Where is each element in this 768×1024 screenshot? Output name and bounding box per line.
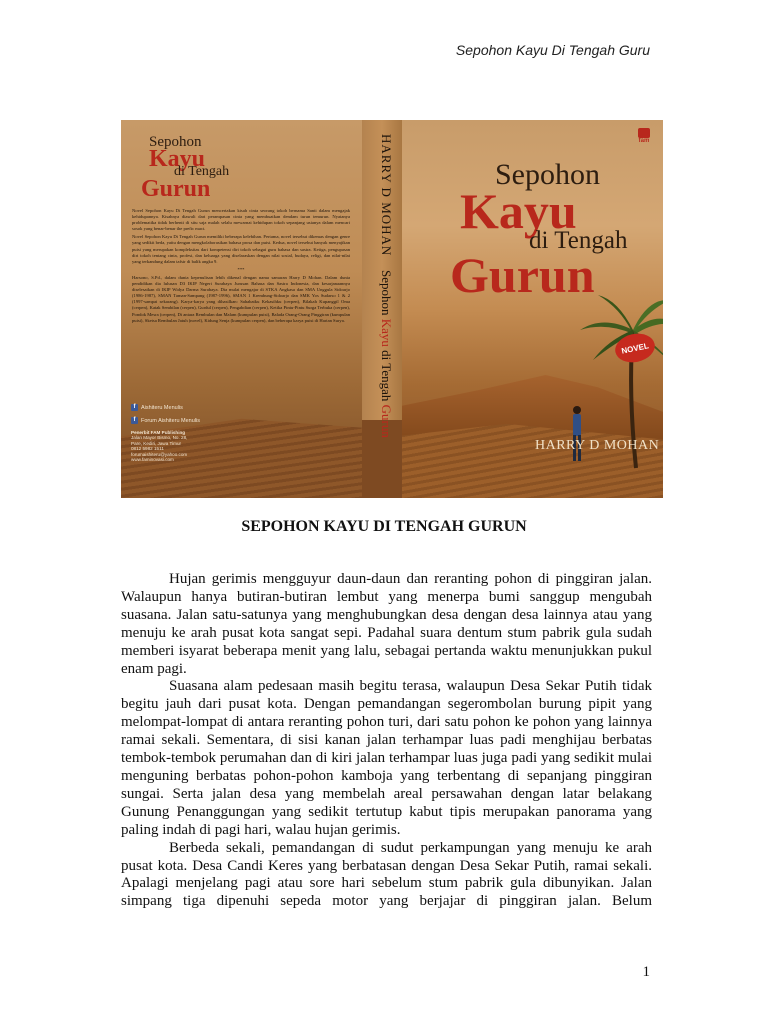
publisher-info [131, 430, 187, 462]
back-cover-title-line-2: Kayu [149, 146, 206, 172]
person-figure-icon [570, 405, 584, 465]
page-number: 1 [642, 964, 650, 980]
novel-badge: NOVEL [613, 330, 658, 366]
body-paragraph: Suasana alam pedesaan masih begitu terasa, walaupun Desa Sekar Putih tidak begitu jauh dari pusat kota. Dengan pemandangan segerombolan burung pipit yang melompat-lompat di antara reranting pohon turi, dari satu pohon ke pohon yang lainnya ramai sekali. Sementara, di sisi kanan jalan terhampar luas padi menghijau berbatas tembok-tembok perumahan dan di kiri jalan terhampar luas juga padi yang sedikit mulai menguning berbatas pohon-pohon kamboja yang terbentang di sepanjang pinggiran sungai. Serta jalan desa yang membelah areal persawahan dengan latar belakang Gunung Penanggungan yang sedikit tertutup kabut tipis merupakan panorama yang paling indah di pagi hari, walau hujan gerimis. [121, 678, 652, 838]
publisher-email: forumaishiteru@yahoo.com [131, 451, 188, 457]
spine-title-gurun: Gurun [379, 404, 394, 438]
front-cover-title-line-3: di Tengah [529, 227, 628, 254]
spine-title-part: Sepohon [379, 270, 394, 319]
publisher-logo-icon [638, 128, 650, 138]
synopsis-paragraph: Novel Sepohon Kayu Di Tengah Gurun memiliki beberapa kelebihan. Pertama, novel tersebut dikemas dengan genre yang sedikit beda, yaitu dengan mengkolaborasikan bahasa prosa dan puisi. Kedua, novel tersebut banyak menyajikan puisi yang merupakan kompleksitas dari kompetensi diri tokoh sebagai guru bahasa dan sastra. Ketiga, pengupasan diri tokoh tentang cinta, profesi, dan keluarga yang diselaraskan dengan nilai sosial, budaya, religi, dan nilai-nilai yang terkandung dalam tafsir di balik angka 9. [132, 234, 350, 264]
publisher-name: Penerbit FAM Publishing [131, 430, 186, 435]
publisher-website: www.faminovasi.com [131, 457, 174, 463]
back-cover-synopsis [132, 208, 350, 326]
book-cover-image [121, 120, 663, 498]
spine-title [370, 270, 394, 445]
publisher-logo-text: fam [638, 138, 650, 144]
front-cover [402, 120, 663, 498]
book-spine [362, 120, 402, 498]
publisher-logo [635, 128, 653, 150]
back-cover-title-line-4: Gurun [141, 176, 211, 202]
back-cover [121, 120, 362, 498]
document-title: SEPOHON KAYU DI TENGAH GURUN [241, 518, 527, 535]
publisher-line: Jalan Mayor Bismo, No. 28, [131, 435, 188, 441]
front-cover-title-line-1: Sepohon [495, 158, 600, 191]
document-body [121, 571, 652, 911]
facebook-icon: f [131, 417, 138, 424]
back-cover-social-links [131, 404, 200, 430]
back-cover-title-line-3: di Tengah [174, 164, 230, 179]
social-link [131, 404, 200, 411]
synopsis-paragraph: Novel Sepohon Kayu Di Tengah Gurun mencertakan kisah cinta seorang tokoh bernama Santi dalam mengajak kehidupannya. Kisahnya diawali dari perampasan cinta yang membuatkan dendam turun temurun. Nyatanya problematika tidak berhenti di situ saja malah selalu mewarnai kehidupan tokoh sepanjang usianya dalam mencari sosok yang benar-benar the prefic mact. [132, 208, 350, 232]
social-link [131, 417, 200, 424]
author-bio-paragraph: Harsono, S.Pd., dalam dunia kepenulisan lebih dikenal dengan nama samaran Harry D Mohan. Dalam dunia pendidikan dia lulusan D3 IKIP Negeri Surabaya Jurusan Bahasa dan Sastra Indonesia, dan kesarjanaannya diselesaikan di IKIP Widya Darma Surabaya. Dia mulai mengajar di STKA Angkasa dan SMA Unggula Sidoarjo (1986-1987), SMAN Taman-Sampang (1987-1996), SMAN 1 Krembung-Sidoarjo dan SMK Yos Sudarso 1 & 2 (1997-sampai sekarang). Karya-karya yang dihasilkan: Sahabatku Kekasihku (cerpen), Bilakah Kupanggil Oma (cerpen), Katak Sembilan (cerpen), Gurdul (cerpen), Pengabdian (cerpen), Ketika Pintu-Pintu Surga Terbuka (cerpen), Pondok Mesra (cerpen), Di antara Rembulan dan Malam (kumpulan puisi), Balada Orang-Orang Pinggiran (kumpulan puisi), Sketsa Rembulan Jatuh (novel), Kidung Senja (kumpulan cerpen), dan beberapa karya puisi di Harian Surya. [132, 274, 350, 323]
publisher-line: Pare, Kediri, Jawa Timur [131, 440, 182, 446]
social-link-label: Forum Aishiteru Menulis [141, 417, 200, 424]
spine-title-part: di Tengah [379, 346, 394, 405]
publisher-phone: 0812 5982 1511 [131, 446, 164, 452]
facebook-icon: f [131, 404, 138, 411]
synopsis-separator: *** [237, 266, 245, 272]
back-cover-title-line-1: Sepohon [149, 134, 202, 150]
front-cover-title-line-2: Kayu [460, 183, 577, 239]
spine-author: HARRY D MOHAN [379, 134, 394, 257]
front-cover-author: HARRY D MOHAN [535, 438, 660, 453]
spine-title-kayu: Kayu [379, 318, 394, 347]
front-cover-title-line-4: Gurun [450, 247, 595, 303]
social-link-label: Aishiteru Menulis [141, 404, 183, 411]
body-paragraph: Berbeda sekali, pemandangan di sudut perkampungan yang menuju ke arah pusat kota. Desa Candi Keres yang berbatasan dengan Desa Sekar Putih, ramai sekali. Apalagi menjelang pagi atau sore hari sebelum stum pabrik gula dibunyikan. Jalan simpang tiga dipenuhi sepeda motor yang berjajar di pinggiran jalan. Belum [121, 839, 652, 910]
running-header: Sepohon Kayu Di Tengah Guru [455, 42, 650, 58]
body-paragraph: Hujan gerimis mengguyur daun-daun dan reranting pohon di pinggiran jalan. Walaupun hanya butiran-butiran lembut yang menerpa bumi sanggup mengubah suasana. Jalan satu-satunya yang menghubungkan desa dengan desa lainnya atau yang menuju ke arah pusat kota sangat sepi. Padahal suara dentum stum pabrik gula sudah memberi isyarat beberapa menit yang lalu, sebagai pertanda waktu menunjukkan pukul enam pagi. [121, 571, 652, 677]
